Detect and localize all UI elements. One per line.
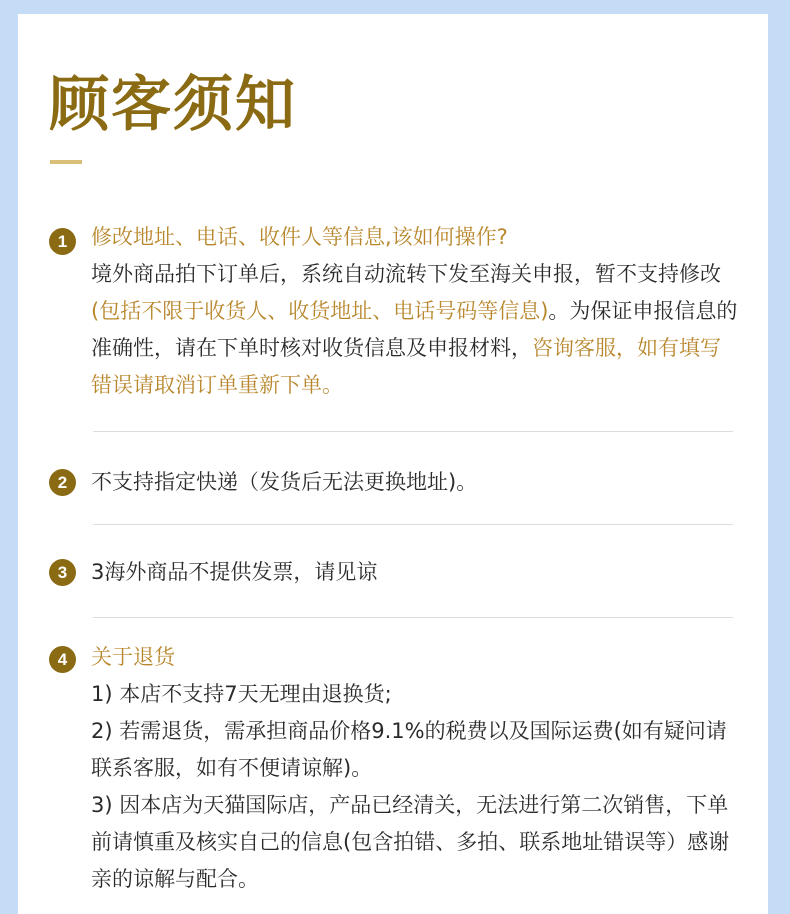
item-body-text: 。为保证申报信息的准确性，请在下单时核对收货信息及申报材料， <box>91 299 738 360</box>
page-title: 顾客须知 <box>49 70 297 140</box>
divider <box>93 617 733 618</box>
item-body-highlight: 咨询客服，如有填写错误请取消订单重新下单。 <box>91 336 721 397</box>
return-rule-line: 1) 本店不支持7天无理由退换货; <box>91 682 392 706</box>
return-rule-line: 3) 因本店为天猫国际店，产品已经清关，无法进行第二次销售，下单前请慎重及核实自己的信息(包含拍错、多拍、联系地址错误等）感谢亲的谅解与配合。 <box>91 793 730 891</box>
item-body-text: 境外商品拍下订单后，系统自动流转下发至海关申报，暂不支持修改 <box>91 262 721 286</box>
divider <box>93 431 733 432</box>
item-number-badge: 2 <box>49 469 76 496</box>
notice-card <box>18 14 768 914</box>
item-body-highlight: (包括不限于收货人、收货地址、电话号码等信息) <box>91 299 549 323</box>
item-heading: 修改地址、电话、收件人等信息,该如何操作? <box>91 225 508 249</box>
item-number-badge: 1 <box>49 228 76 255</box>
notice-item-1 <box>91 219 741 404</box>
notice-item-3: 3海外商品不提供发票，请见谅 <box>91 560 378 584</box>
title-underline <box>50 160 82 164</box>
return-rule-line: 2) 若需退货，需承担商品价格9.1%的税费以及国际运费(如有疑问请联系客服，如有不便请谅解)。 <box>91 719 727 780</box>
item-number-badge: 3 <box>49 559 76 586</box>
notice-item-4 <box>91 639 741 898</box>
notice-item-2: 不支持指定快递（发货后无法更换地址)。 <box>91 470 478 494</box>
divider <box>93 524 733 525</box>
item-heading: 关于退货 <box>91 645 175 669</box>
item-body <box>91 256 741 404</box>
item-number-badge: 4 <box>49 646 76 673</box>
